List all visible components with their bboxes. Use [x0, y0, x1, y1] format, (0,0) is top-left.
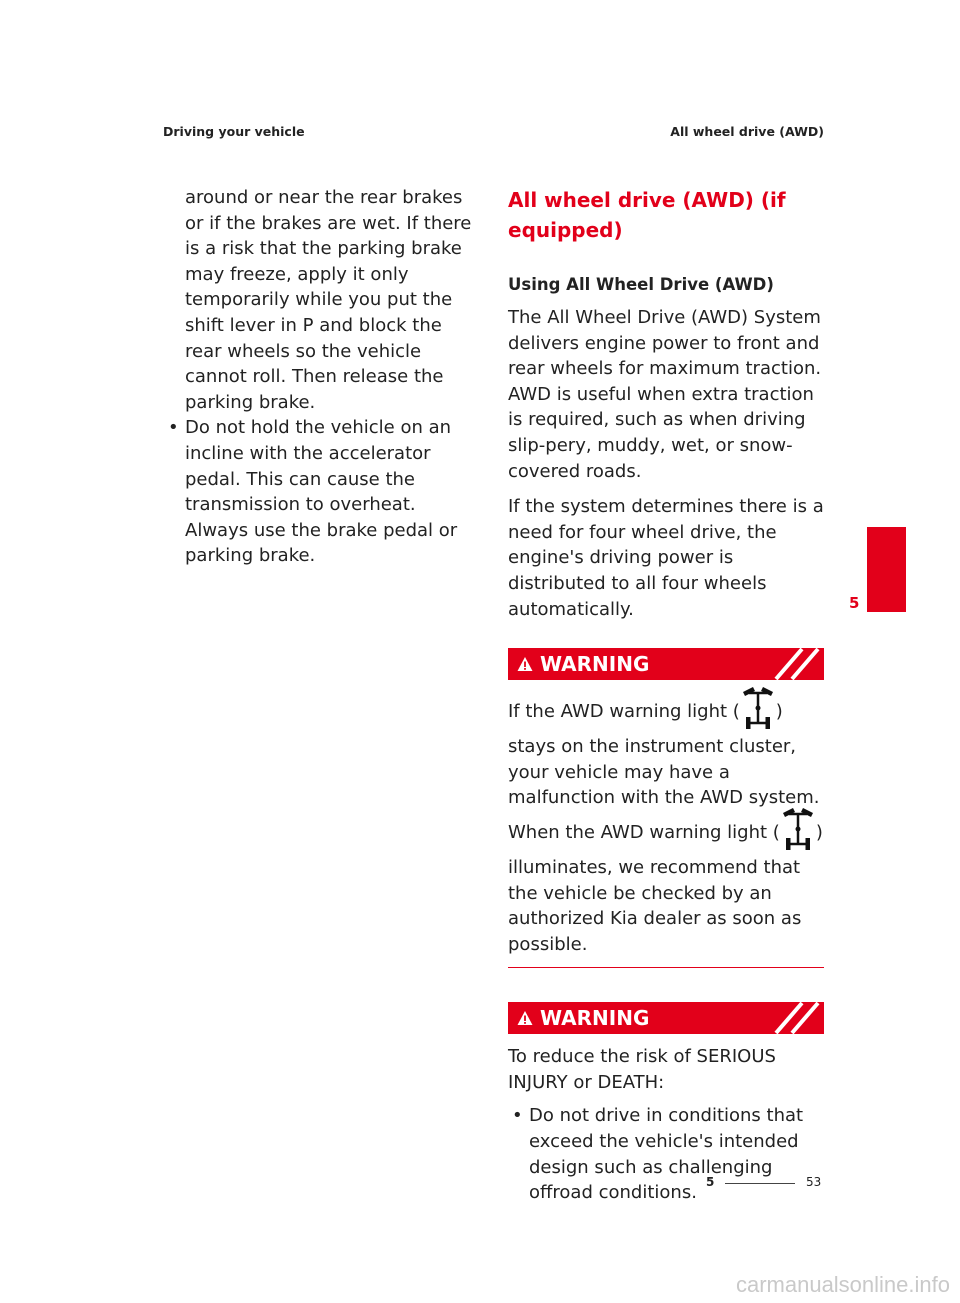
awd-warning-light-icon: [741, 687, 775, 731]
warning-end-rule: [508, 967, 824, 968]
body-paragraph-2: If the system determines there is a need for four wheel drive, the engine's driving power is distributed to all four wheels automatically.: [508, 496, 824, 620]
chapter-tab-number: 5: [849, 594, 860, 612]
bullet-dot: •: [168, 417, 179, 439]
awd-warning-light-icon: [781, 808, 815, 852]
list-item: [164, 415, 484, 569]
warning-triangle-icon: [517, 656, 533, 672]
footer-page-number: 53: [806, 1175, 822, 1189]
warning-text-part: ) stays on the instrument cluster, your vehicle may have a malfunction with the AWD system. When the AWD warning light (: [508, 701, 820, 843]
warning-text-part: ) illuminates, we recommend that the vehicle be checked by an authorized Kia dealer as soon as possible.: [508, 821, 823, 955]
list-item: [508, 1103, 824, 1205]
bullet-dot: •: [512, 1105, 523, 1127]
footer-section-number: 5: [706, 1175, 715, 1189]
bullet-text: Do not drive in conditions that exceed the vehicle's intended design such as challenging offroad conditions.: [529, 1105, 804, 1204]
chapter-tab: [867, 527, 906, 612]
continued-paragraph: around or near the rear brakes or if the brakes are wet. If there is a risk that the parking brake may freeze, apply it only temporarily while you put the shift lever in P and block the rear wheels so the vehicle cannot roll. Then release the parking brake.: [185, 187, 472, 413]
left-column: [164, 185, 484, 569]
running-header-section: Driving your vehicle: [163, 124, 305, 139]
warning-text-part: If the AWD warning light (: [508, 701, 740, 723]
warning-text-1: [508, 690, 824, 957]
right-column: [508, 185, 824, 1206]
section-title: All wheel drive (AWD) (if equipped): [508, 188, 786, 242]
warning-label: WARNING: [540, 652, 650, 677]
body-paragraph-1: The All Wheel Drive (AWD) System delivers engine power to front and rear wheels for maximum traction. AWD is useful when extra traction is required, such as when driving slip-pery, muddy, wet, or snow-covered roads.: [508, 307, 822, 482]
footer-rule: [725, 1183, 795, 1184]
warning-banner-2: [508, 1002, 824, 1034]
slash-decoration-icon: [772, 648, 824, 680]
slash-decoration-icon: [772, 1002, 824, 1034]
subheading: Using All Wheel Drive (AWD): [508, 275, 774, 294]
warning-intro: To reduce the risk of SERIOUS INJURY or DEATH:: [508, 1046, 776, 1093]
watermark: carmanualsonline.info: [735, 1272, 950, 1297]
running-header-topic: All wheel drive (AWD): [670, 124, 824, 139]
bullet-text: Do not hold the vehicle on an incline with the accelerator pedal. This can cause the transmission to overheat. Always use the brake pedal or parking brake.: [185, 417, 458, 567]
warning-triangle-icon: [517, 1010, 533, 1026]
warning-label: WARNING: [540, 1006, 650, 1031]
warning-banner-1: [508, 648, 824, 680]
